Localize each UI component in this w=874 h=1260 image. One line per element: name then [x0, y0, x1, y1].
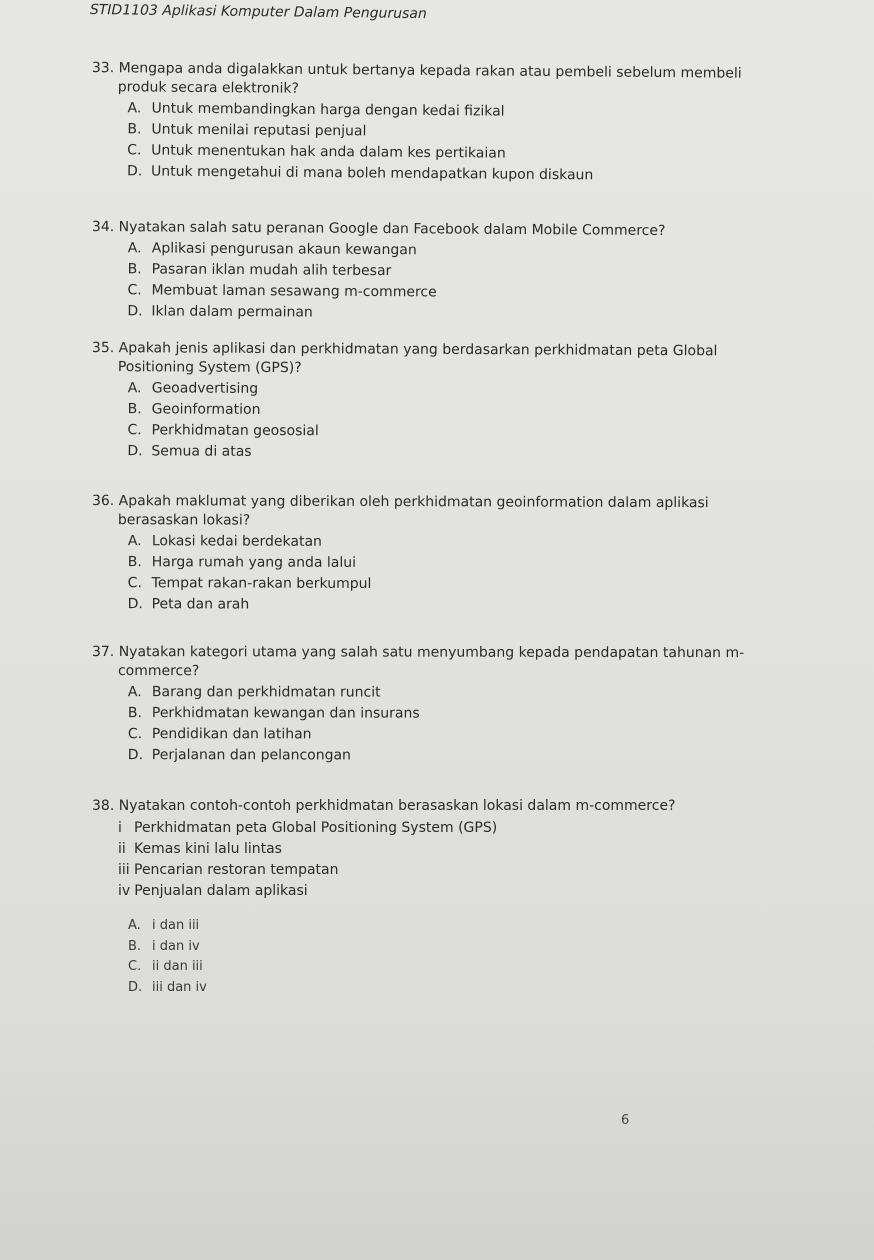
option-a: A. Aplikasi pengurusan akaun kewangan: [127, 240, 417, 259]
option-list: [91, 98, 852, 189]
option-d: D. Iklan dalam permainan: [127, 303, 313, 321]
statement-i: i Perkhidmatan peta Global Positioning System (GPS): [118, 820, 498, 836]
question-text-continued: commerce?: [117, 663, 200, 680]
question-text: 37. Nyatakan kategori utama yang salah satu menyumbang kepada pendapatan tahunan m-: [91, 644, 745, 662]
option-a: A. Lokasi kedai berdekatan: [127, 533, 322, 550]
statement-iv: iv Penjualan dalam aplikasi: [118, 883, 308, 899]
statement-ii: ii Kemas kini lalu lintas: [118, 841, 282, 857]
option-b: B. Harga rumah yang anda lalui: [127, 554, 357, 571]
option-c: C. Perkhidmatan geososial: [127, 422, 319, 440]
option-b: B. Geoinformation: [127, 401, 261, 418]
question-37: [92, 643, 852, 767]
option-a: A. Geoadvertising: [127, 380, 259, 397]
option-c: C. Tempat rakan-rakan berkumpul: [127, 575, 372, 592]
question-text: 36. Apakah maklumat yang diberikan oleh perkhidmatan geoinformation dalam aplikasi: [91, 493, 709, 512]
option-c: C. ii dan iii: [128, 959, 203, 974]
option-list: [91, 238, 852, 327]
page-header: STID1103 Aplikasi Komputer Dalam Pengurusan: [89, 2, 427, 23]
question-36: [92, 492, 852, 618]
question-text-continued: produk secara elektronik?: [117, 79, 300, 97]
option-d: D. Perjalanan dan pelancongan: [127, 747, 351, 764]
question-text: 33. Mengapa anda digalakkan untuk bertanya kepada rakan atau pembeli sebelum membeli: [91, 59, 742, 82]
option-d: D. Peta dan arah: [127, 596, 250, 613]
option-list: [91, 378, 851, 466]
statement-list: [92, 818, 852, 902]
question-38: [92, 797, 852, 998]
question-text: 35. Apakah jenis aplikasi dan perkhidmatan yang berdasarkan perkhidmatan peta Global: [91, 340, 718, 360]
option-d: D. Untuk mengetahui di mana boleh mendapatkan kupon diskaun: [126, 163, 594, 184]
option-list: [92, 682, 852, 767]
option-c: C. Membuat laman sesawang m-commerce: [127, 282, 437, 301]
option-a: A. Barang dan perkhidmatan runcit: [127, 684, 381, 701]
option-b: B. Perkhidmatan kewangan dan insurans: [127, 705, 420, 722]
option-list: [92, 531, 852, 618]
question-text: 34. Nyatakan salah satu peranan Google dan Facebook dalam Mobile Commerce?: [91, 218, 666, 240]
option-b: B. i dan iv: [128, 938, 200, 954]
option-a: A. Untuk membandingkan harga dengan kedai fizikal: [127, 100, 505, 120]
option-d: D. iii dan iv: [128, 979, 207, 995]
option-c: C. Pendidikan dan latihan: [127, 726, 312, 743]
statement-iii: iii Pencarian restoran tempatan: [118, 862, 339, 878]
option-c: C. Untuk menentukan hak anda dalam kes pertikaian: [127, 142, 506, 162]
question-text: 38. Nyatakan contoh-contoh perkhidmatan berasaskan lokasi dalam m-commerce?: [92, 798, 676, 814]
option-a: A. i dan iii: [128, 918, 200, 933]
question-34: [91, 218, 852, 327]
option-list: [92, 916, 852, 998]
question-text-continued: Positioning System (GPS)?: [117, 359, 302, 377]
option-b: B. Pasaran iklan mudah alih terbesar: [127, 261, 392, 280]
question-33: [91, 59, 852, 189]
question-text-continued: berasaskan lokasi?: [117, 512, 251, 529]
option-b: B. Untuk menilai reputasi penjual: [127, 121, 367, 140]
page-number: 6: [621, 1113, 630, 1128]
question-35: [91, 339, 852, 466]
option-d: D. Semua di atas: [127, 443, 252, 460]
